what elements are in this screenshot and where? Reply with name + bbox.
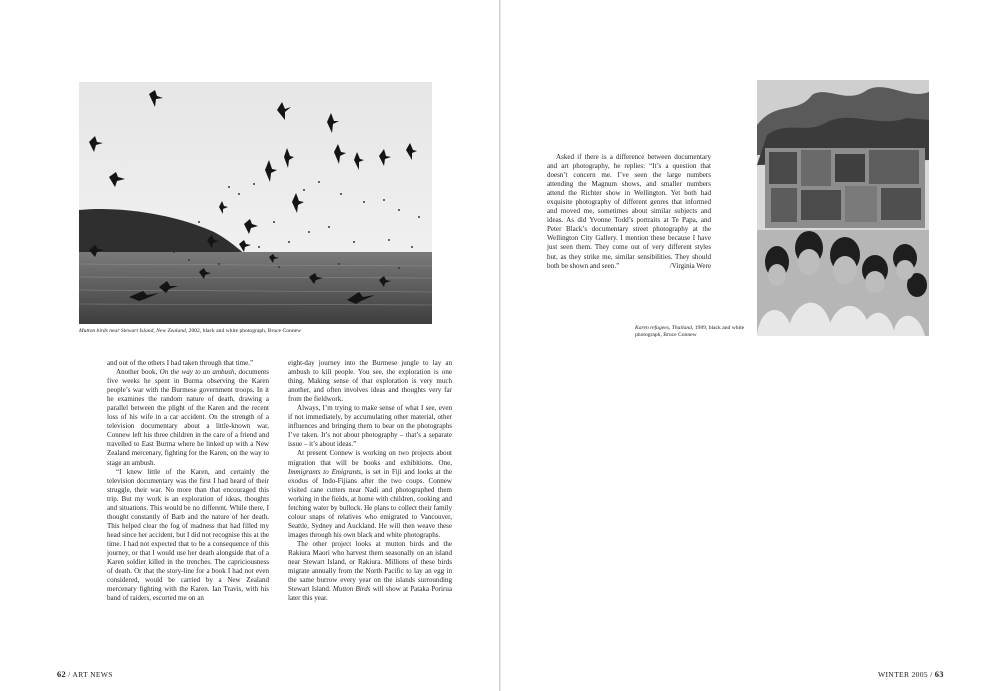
body-column-2 — [288, 359, 452, 603]
caption-plain: 1989, black and white photograph, Bruce Connew — [635, 325, 745, 339]
left-folio — [57, 670, 113, 679]
left-page — [0, 0, 499, 691]
paragraph-mutton-birds: The other project looks at mutton birds and the Rakiura Maori who harvest them seasonally on an island near Stewart Island, or Rakiura. Millions of these birds migrate annually from the North Pacific to lay an egg in the same burrow every year on the islands surrounding Stewart Island. Mutton Birds will show at Pataka Porirua later this year. — [288, 539, 452, 603]
karen-refugees-photo — [757, 80, 929, 336]
paragraph: eight-day journey into the Burmese jungle to lay an ambush to kill people. You see, the exploration is one thing. Making sense of that exploration is very much another, and often involves ideas and thoughts very far from the fieldwork. — [288, 359, 452, 404]
right-page — [501, 0, 1000, 691]
caption-plain: 2002, black and white photograph, Bruce Connew — [187, 328, 302, 334]
section-name: WINTER 2005 / — [878, 670, 935, 679]
caption-italic: Karen refugees, Thailand, — [635, 325, 694, 331]
right-folio — [878, 670, 944, 679]
quote-column — [547, 153, 711, 271]
quote-text: Asked if there is a difference between documentary and art photography, he replies: “It’s a question that doesn’t concern me. I’ve seen the large numbers attending the Magnum shows, and smaller numbers attend the Richter show in Wellington. Yet both had exquisite photography of different genres that informed and moved me, sometimes about similar subjects and ideas. As did Yvonne Todd’s portraits at Te Papa, and Peter Black’s documentary street photography at the Wellington City Gallery. I mention these because I have just seen them. They come out of very different styles but, as they strike me, similar sensibilities. They should both be shown and seen.” — [547, 153, 711, 270]
caption-italic: Mutton birds near Stewart Island, New Zealand, — [79, 328, 188, 334]
page-number: 62 — [57, 670, 66, 679]
karen-refugees-image — [757, 80, 929, 336]
mutton-birds-image — [79, 82, 432, 324]
byline: /Virginia Were — [669, 261, 711, 270]
paragraph: and out of the others I had taken through that time.” — [107, 359, 254, 367]
italic-title: Immigrants to Emigrants — [288, 467, 361, 476]
italic-title: Mutton Birds — [332, 585, 371, 594]
paragraph: Always, I’m trying to make sense of what I see, even if not immediately, by accumulating other material, other influences and bringing them to bear on the photographs I’ve taken. It’s not about photography – that’s a separate issue – it’s about ideas.” — [288, 404, 452, 449]
mutton-birds-photo — [79, 82, 432, 324]
paragraph: “I knew little of the Karen, and certainly the television documentary was the first I had heard of their struggle, their war. No more than that encouraged this trip. But my work is an exploration of ideas, thoughts and situations. This would be no different. While there, I thought constantly of Barb and the nature of her death. This helped clear the fog of madness that had filled my head since her accident, but I did not recognise this at the time. I had not expected that to be a consequence of this journey, or that I would use her death alongside that of a Karen soldier killed in the trenches. The capriciousness of death. Or that the story-line for a book I had not even considered, would be carried by a New Zealand mercenary fighting with the Karen. Ian Travis, with his band of raiders, escorted me on an — [107, 467, 269, 603]
mutton-birds-caption — [79, 328, 439, 335]
paragraph-immigrants: At present Connew is working on two projects about migration that will be books and exhibitions. One, Immigrants to Emigrants, is set in Fiji and looks at the exodus of Indo-Fijians after the two coups. Connew visited cane cutters near Nadi and photographed them working in the fields, at home with children, cooking and fetching water by bullock. He plans to collect their family colour snaps of relatives who emigrated to Vancouver, Seattle, Sydney and Auckland. He will then weave these images through his own black and white photographs. — [288, 449, 452, 539]
karen-refugees-caption — [635, 325, 747, 339]
quote-paragraph — [547, 153, 711, 271]
section-name: / ART NEWS — [65, 670, 113, 679]
page-number: 63 — [934, 670, 944, 679]
paragraph-ambush: Another book, On the way to an ambush, documents five weeks he spent in Burma observing the Karen people’s war with the Burmese government troops. In it he examines the random nature of death, drawing a parallel between the plight of the Karen and the recent loss of his wife in a car accident. On the strength of a television documentary about a little-known war, Connew left his three children in the care of a friend and travelled to East Burma where he linked up with a New Zealand mercenary, fighting for the Karen, on the way to stage an ambush. — [107, 368, 269, 467]
italic-title: On the way to an ambush — [159, 368, 235, 377]
body-column-1 — [107, 359, 269, 603]
